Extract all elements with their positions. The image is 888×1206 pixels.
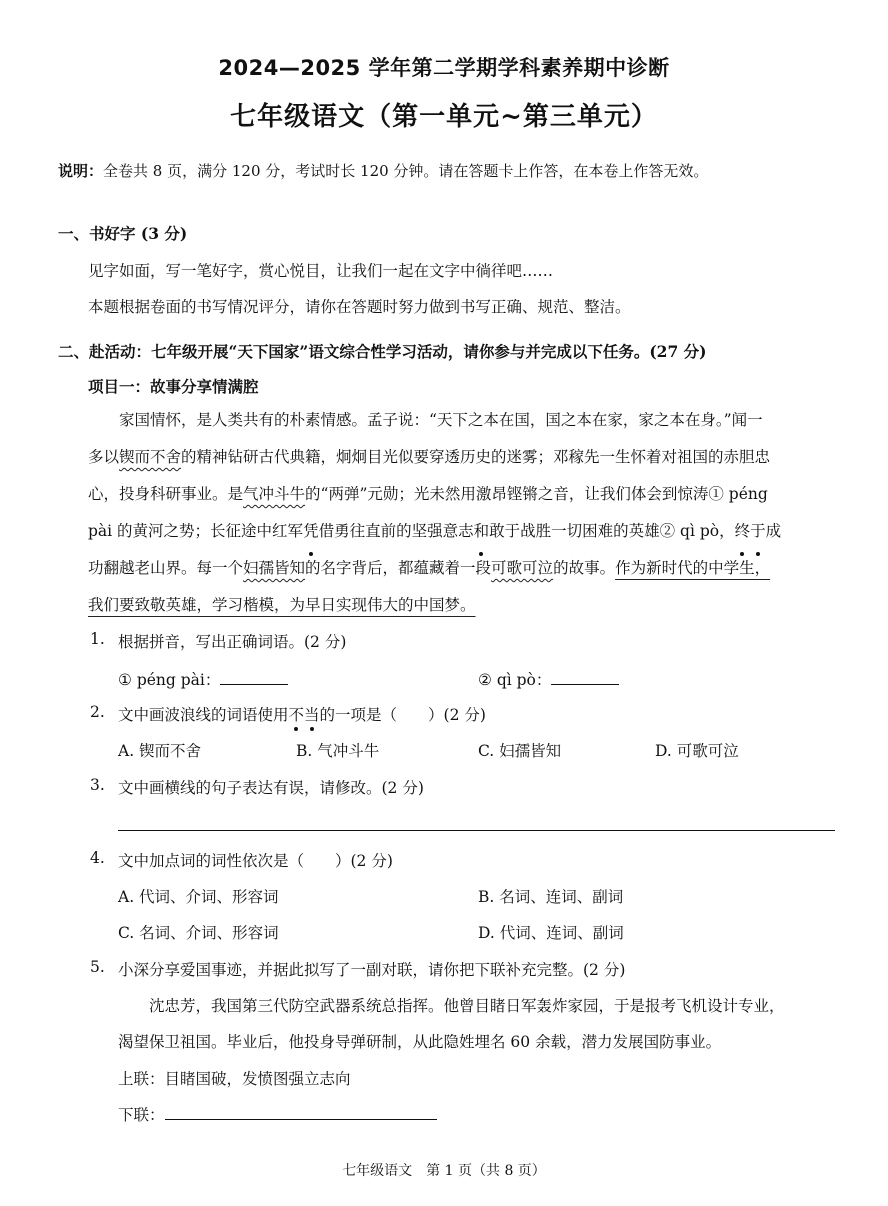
q4-text: 文中加点词的词性依次是（ ）(2 分): [118, 852, 393, 870]
q2-text-part: 文中画波浪线的词语使用: [118, 706, 289, 724]
section1-heading: 一、书好字 (3 分): [58, 224, 188, 243]
page-footer: 七年级语文 第 1 页（共 8 页）: [342, 1163, 546, 1179]
passage-text: 多以: [88, 448, 120, 466]
q5-lower-couplet: [118, 1103, 437, 1125]
section2-heading: 二、赴活动：七年级开展“天下国家”语文综合性学习活动，请你参与并完成以下任务。(27 分): [58, 342, 707, 361]
passage-text: 的名字背后，都蕴藏着一段: [305, 559, 492, 577]
dotted-word: 当: [304, 703, 320, 725]
q1-blank-a: [118, 668, 288, 690]
wavy-word-1: 锲而不舍: [119, 448, 182, 466]
passage-text: 敢于战胜一切困难的英雄② qì pò，: [489, 522, 735, 540]
q5-lower-label: 下联：: [118, 1106, 165, 1124]
passage-text: 的“两弹”元勋；光未然用激昂铿锵之音，让我们体会到惊涛① péng: [305, 485, 768, 503]
answer-blank[interactable]: [551, 670, 619, 685]
q5-upper-couplet: 上联：目睹国破，发愤图强立志向: [118, 1070, 351, 1088]
wavy-word-4: 可歌可泣: [491, 559, 554, 577]
section1-line2: 本题根据卷面的书写情况评分，请你在答题时努力做到书写正确、规范、整洁。: [88, 298, 631, 316]
passage-text: 功翻越老山界。每一个: [88, 559, 244, 577]
underlined-sentence: 作为新时代的中学生，: [615, 559, 771, 577]
q4-number: 4.: [90, 849, 105, 867]
q4-option-b[interactable]: B. 名词、连词、副词: [478, 888, 624, 906]
q4-option-c[interactable]: C. 名词、介词、形容词: [118, 924, 279, 942]
passage-line: [88, 513, 838, 550]
q4-option-a[interactable]: A. 代词、介词、形容词: [118, 888, 279, 906]
wavy-word-2: 气冲斗牛: [243, 485, 306, 503]
dotted-word: 和: [474, 513, 490, 550]
passage-line: [88, 587, 838, 624]
passage-text: 心，投身科研事业。是: [88, 485, 244, 503]
dotted-word: 终: [735, 513, 751, 550]
answer-blank[interactable]: [220, 670, 288, 685]
q2-option-d[interactable]: D. 可歌可泣: [655, 742, 739, 760]
q2-text: [118, 703, 486, 725]
q4-option-d[interactable]: D. 代词、连词、副词: [478, 924, 624, 942]
section1-line1: 见字如面，写一笔好字，赏心悦目，让我们一起在文字中徜徉吧……: [88, 262, 554, 280]
passage-text: 借勇往直前的坚强意志: [318, 522, 474, 540]
q2-option-a[interactable]: A. 锲而不舍: [118, 742, 202, 760]
underlined-sentence: 我们要致敬英雄，学习楷模，为早日实现伟大的中国梦。: [88, 596, 476, 614]
project1-title: 项目一：故事分享情满腔: [88, 377, 259, 396]
dotted-word: 凭: [303, 513, 319, 550]
q2-option-c[interactable]: C. 妇孺皆知: [478, 742, 562, 760]
passage-text: pài 的黄河之势；长征途中红军: [88, 522, 304, 540]
q1-blank-b: [478, 668, 619, 690]
wavy-word-3: 妇孺皆知: [243, 559, 306, 577]
q5-context-line1: 沈忠芳，我国第三代防空武器系统总指挥。他曾目睹日军轰炸家园，于是报考飞机设计专业，: [149, 997, 785, 1015]
passage-line: [88, 476, 838, 513]
passage-line: [88, 550, 838, 587]
q5-text: 小深分享爱国事迹，并据此拟写了一副对联，请你把下联补充完整。(2 分): [118, 961, 626, 979]
answer-blank[interactable]: [165, 1105, 437, 1120]
q3-text: 文中画横线的句子表达有误，请修改。(2 分): [118, 779, 424, 797]
q1-label-b: ② qì pò：: [478, 671, 552, 689]
q3-answer-line[interactable]: [118, 830, 835, 831]
q5-context-line2: 渴望保卫祖国。毕业后，他投身导弹研制，从此隐姓埋名 60 余载，潜力发展国防事业。: [118, 1033, 722, 1051]
exam-title: 2024—2025 学年第二学期学科素养期中诊断: [218, 56, 670, 80]
q1-text: 根据拼音，写出正确词语。(2 分): [118, 633, 347, 651]
passage-line: [88, 439, 838, 476]
passage-text: 的故事。: [553, 559, 616, 577]
passage: [88, 402, 838, 624]
instructions: [58, 160, 708, 181]
q3-number: 3.: [90, 776, 105, 794]
q2-number: 2.: [90, 703, 105, 721]
passage-text: 成: [765, 522, 782, 540]
passage-line: [88, 402, 838, 439]
dotted-word: 于: [750, 513, 766, 550]
instructions-text: 全卷共 8 页，满分 120 分，考试时长 120 分钟。请在答题卡上作答，在本卷上作答无效。: [103, 162, 709, 180]
passage-text: 家国情怀，是人类共有的朴素情感。孟子说：“天下之本在国，国之本在家，家之本在身。”闻一: [119, 411, 763, 429]
dotted-word: 不: [289, 703, 305, 725]
passage-text: 的精神钻研古代典籍，炯炯目光似要穿透历史的迷雾；邓稼先一生怀着对祖国的赤胆忠: [181, 448, 771, 466]
q1-label-a: ① péng pài：: [118, 671, 221, 689]
subject-title: 七年级语文（第一单元~第三单元）: [230, 102, 658, 132]
q1-number: 1.: [90, 630, 105, 648]
q2-text-part: 的一项是（ ）(2 分): [319, 706, 486, 724]
q5-number: 5.: [90, 958, 105, 976]
q2-option-b[interactable]: B. 气冲斗牛: [296, 742, 380, 760]
instructions-label: 说明：: [58, 162, 104, 180]
